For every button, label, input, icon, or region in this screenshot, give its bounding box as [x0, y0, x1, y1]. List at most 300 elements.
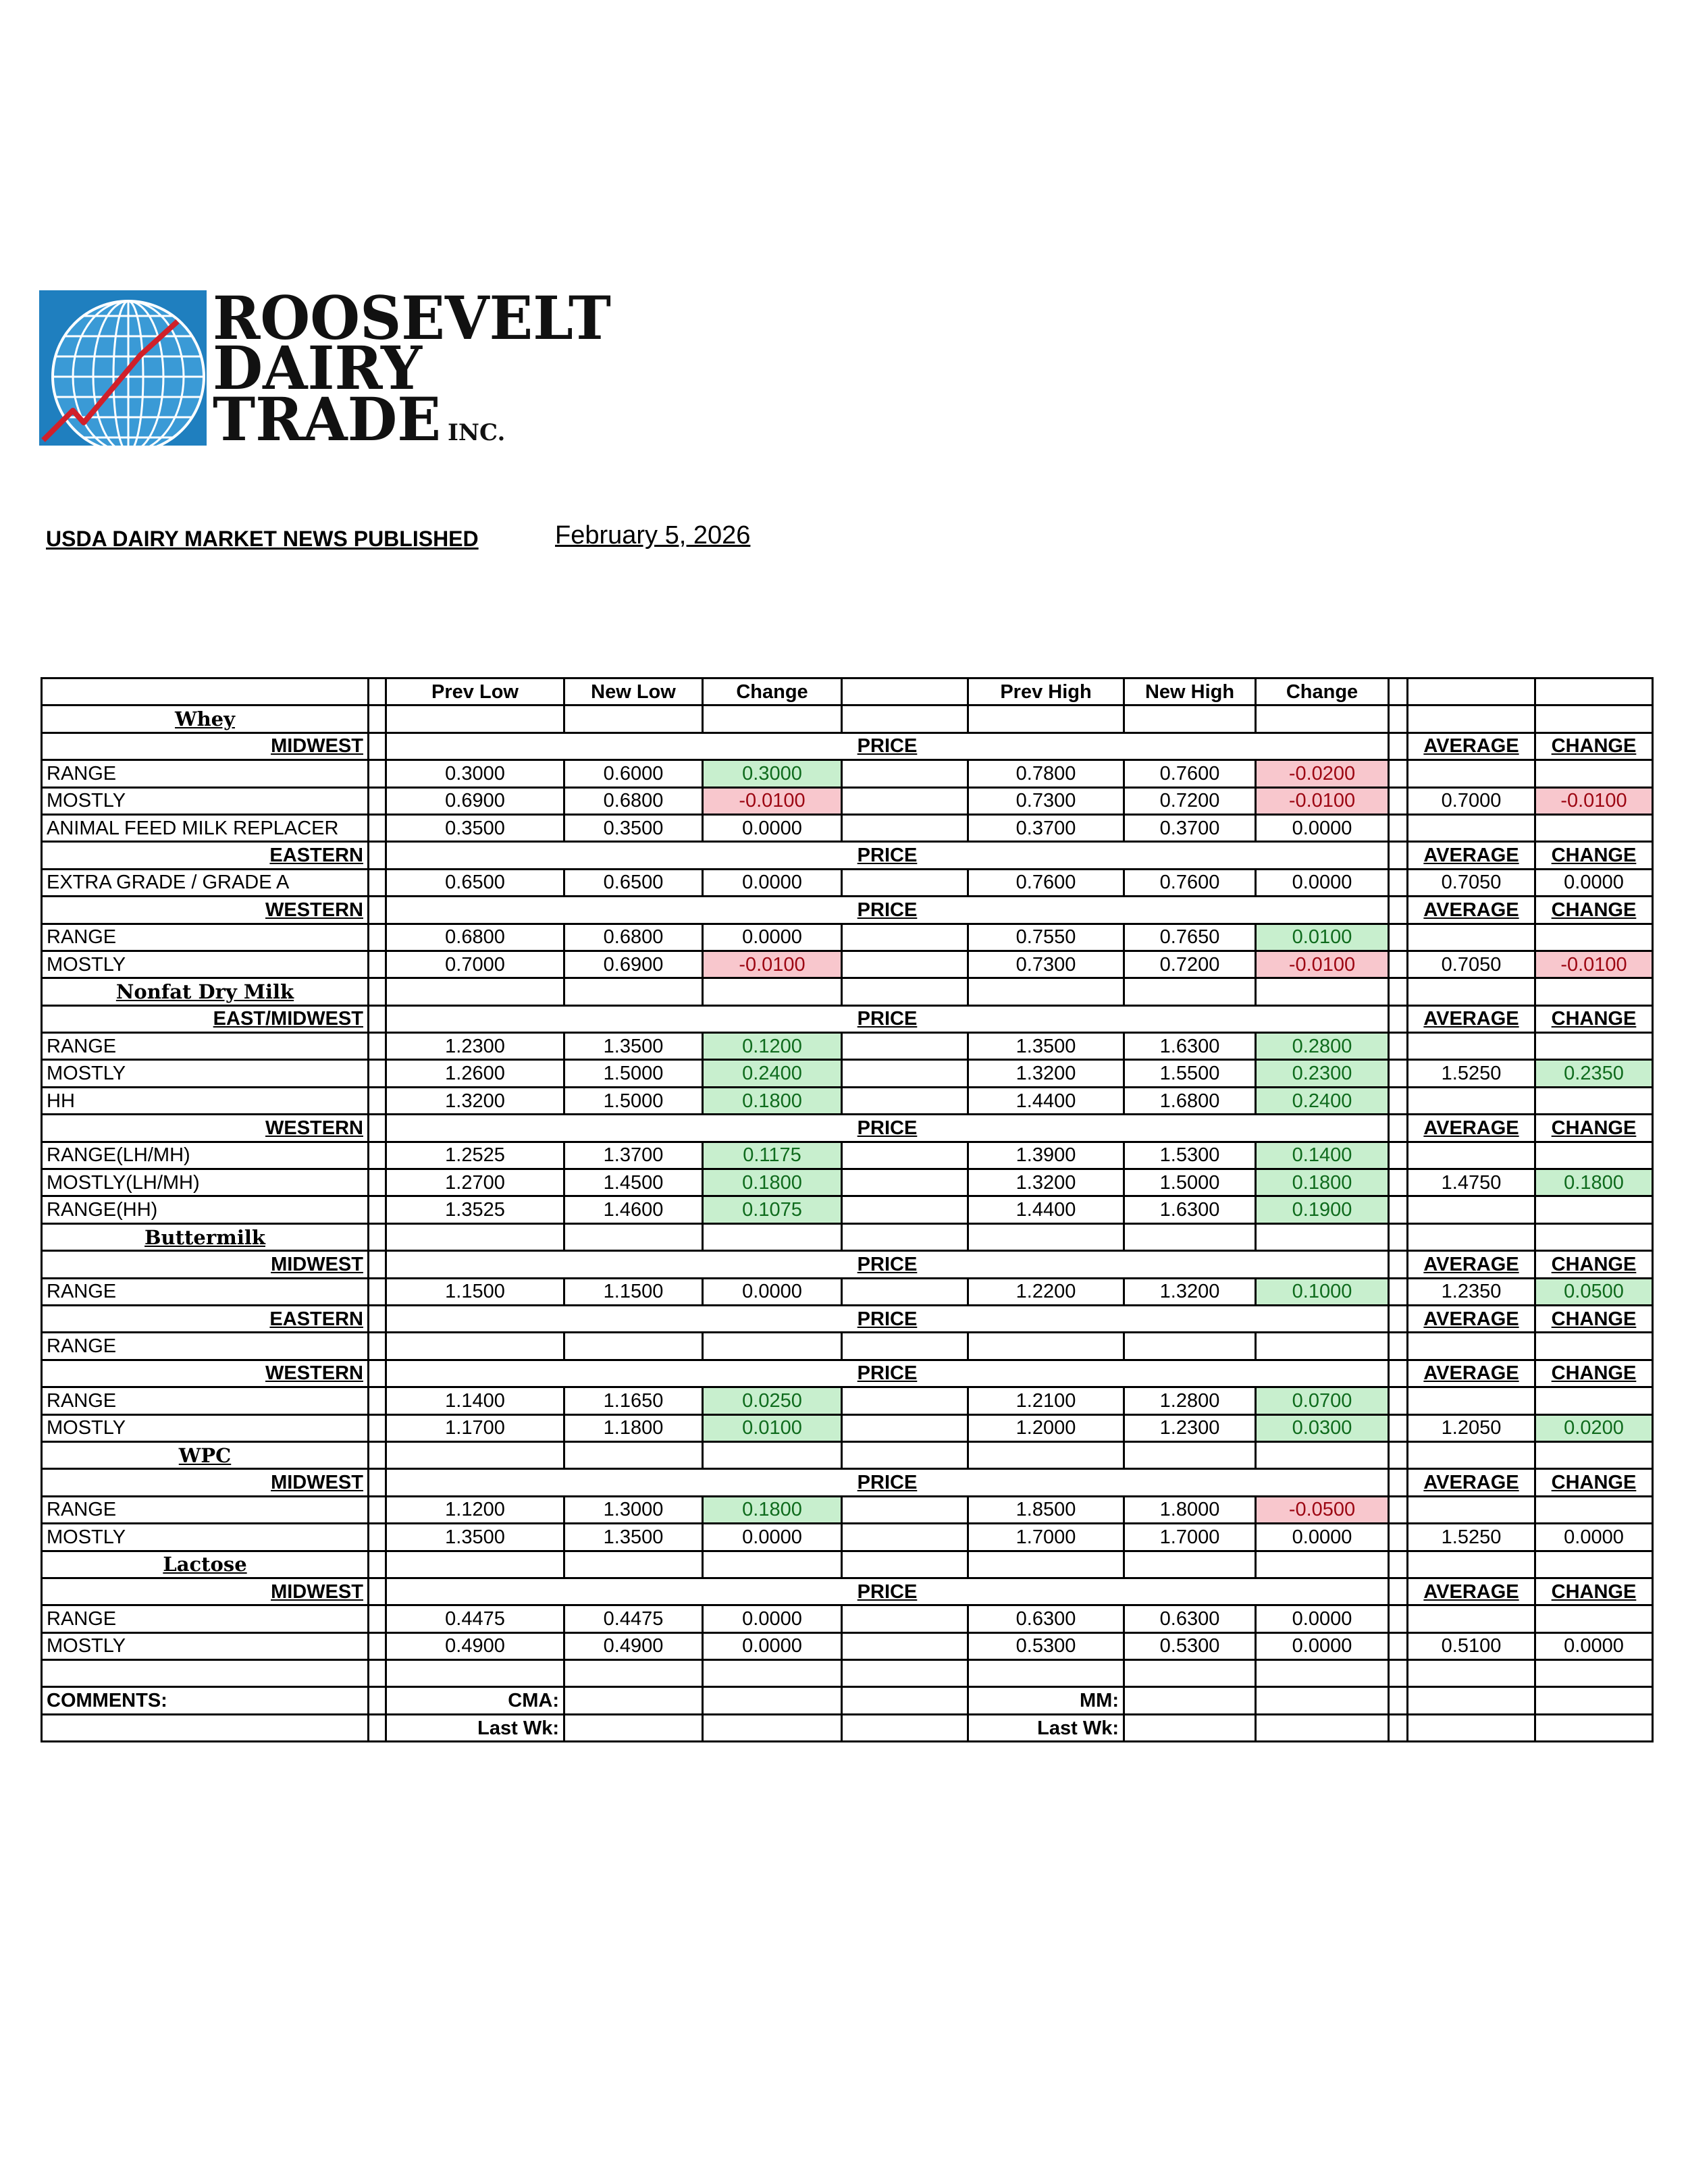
empty-cell — [842, 1087, 968, 1114]
average-value — [1408, 1333, 1535, 1360]
high-change-value: 0.0100 — [1256, 924, 1389, 951]
row-label: RANGE — [42, 1033, 369, 1060]
spacer-cell — [1389, 1524, 1408, 1551]
average-value: 1.5250 — [1408, 1524, 1535, 1551]
spacer-cell — [1389, 1632, 1408, 1659]
high-change-value: 0.0000 — [1256, 869, 1389, 896]
prev-high-value: 1.2200 — [968, 1278, 1124, 1305]
high-change-value: 0.1400 — [1256, 1142, 1389, 1169]
new-low-value: 0.6000 — [564, 760, 703, 787]
empty-cell — [1256, 705, 1389, 733]
new-high-value: 0.7200 — [1124, 787, 1256, 814]
row-label: ANIMAL FEED MILK REPLACER — [42, 814, 369, 841]
empty-cell — [1408, 1441, 1535, 1468]
empty-cell — [1124, 1223, 1256, 1250]
table-row — [42, 1087, 1653, 1114]
low-change-value: 0.0000 — [703, 1605, 842, 1632]
last-week-cma-value — [564, 1714, 703, 1741]
empty-cell — [564, 705, 703, 733]
row-label: RANGE — [42, 1387, 369, 1414]
new-low-value: 1.3000 — [564, 1496, 703, 1523]
prev-high-value: 1.3500 — [968, 1033, 1124, 1060]
low-change-value: 0.0000 — [703, 869, 842, 896]
spacer-cell — [369, 1524, 386, 1551]
header-new-low: New Low — [564, 678, 703, 705]
empty-cell — [42, 1660, 369, 1687]
prev-low-value: 1.2525 — [386, 1142, 564, 1169]
region-name: EASTERN — [42, 842, 369, 869]
average-header: AVERAGE — [1408, 1305, 1535, 1332]
prev-low-value: 1.2300 — [386, 1033, 564, 1060]
prev-low-value: 1.3525 — [386, 1196, 564, 1223]
empty-cell — [842, 814, 968, 841]
region-header-row — [42, 1305, 1653, 1332]
prev-low-value: 1.3500 — [386, 1524, 564, 1551]
row-label: MOSTLY — [42, 951, 369, 978]
new-low-value: 1.5000 — [564, 1087, 703, 1114]
table-row — [42, 1060, 1653, 1087]
high-change-value: -0.0100 — [1256, 951, 1389, 978]
cma-label: CMA: — [386, 1687, 564, 1714]
table-row — [42, 1278, 1653, 1305]
average-value: 0.5100 — [1408, 1632, 1535, 1659]
spacer-cell — [369, 1496, 386, 1523]
header-prev-high: Prev High — [968, 678, 1124, 705]
new-high-value: 1.5300 — [1124, 1142, 1256, 1169]
average-change-value: 0.0000 — [1535, 1524, 1653, 1551]
logo-line-1: ROOSEVELT — [213, 290, 611, 353]
spacer-cell — [369, 1278, 386, 1305]
prev-low-value: 1.1200 — [386, 1496, 564, 1523]
spacer-cell — [369, 842, 386, 869]
column-header-row — [42, 678, 1653, 705]
new-low-value: 1.3700 — [564, 1142, 703, 1169]
empty-cell — [1535, 1687, 1653, 1714]
empty-cell — [842, 1169, 968, 1196]
prev-low-value: 1.1500 — [386, 1278, 564, 1305]
spacer-cell — [1389, 1169, 1408, 1196]
empty-cell — [842, 1441, 968, 1468]
empty-cell — [1124, 705, 1256, 733]
spacer-cell — [1389, 1142, 1408, 1169]
average-value — [1408, 1142, 1535, 1169]
empty-cell — [1535, 1660, 1653, 1687]
spacer-cell — [1389, 869, 1408, 896]
empty-cell — [1408, 1687, 1535, 1714]
empty-cell — [1256, 1223, 1389, 1250]
price-header: PRICE — [386, 1469, 1389, 1496]
table-row — [42, 924, 1653, 951]
header-change — [1535, 678, 1653, 705]
empty-cell — [1124, 1441, 1256, 1468]
empty-cell — [703, 978, 842, 1005]
row-label: RANGE(LH/MH) — [42, 1142, 369, 1169]
product-name: Whey — [42, 705, 369, 733]
average-value: 1.4750 — [1408, 1169, 1535, 1196]
prev-high-value: 0.5300 — [968, 1632, 1124, 1659]
region-header-row — [42, 1469, 1653, 1496]
empty-cell — [369, 1551, 386, 1578]
product-header-row — [42, 1441, 1653, 1468]
prev-high-value: 0.7300 — [968, 951, 1124, 978]
header-prev-low: Prev Low — [386, 678, 564, 705]
product-header-row — [42, 978, 1653, 1005]
spacer-cell — [1389, 1005, 1408, 1032]
table-row — [42, 1142, 1653, 1169]
empty-cell — [703, 705, 842, 733]
low-change-value: 0.2400 — [703, 1060, 842, 1087]
report-heading — [46, 521, 856, 555]
prev-high-value: 0.7600 — [968, 869, 1124, 896]
empty-cell — [1256, 1687, 1389, 1714]
empty-cell — [1124, 1660, 1256, 1687]
empty-cell — [703, 1223, 842, 1250]
spacer-cell — [1389, 1196, 1408, 1223]
empty-cell — [842, 787, 968, 814]
low-change-value: 0.1075 — [703, 1196, 842, 1223]
spacer-cell — [1389, 1714, 1408, 1741]
prev-low-value: 0.4475 — [386, 1605, 564, 1632]
empty-cell — [1535, 1551, 1653, 1578]
new-low-value: 1.1500 — [564, 1278, 703, 1305]
average-change-value — [1535, 1387, 1653, 1414]
average-change-value — [1535, 1087, 1653, 1114]
prev-high-value: 1.4400 — [968, 1196, 1124, 1223]
average-value: 1.2350 — [1408, 1278, 1535, 1305]
prev-low-value: 0.3000 — [386, 760, 564, 787]
low-change-value — [703, 1333, 842, 1360]
average-change-value: 0.1800 — [1535, 1169, 1653, 1196]
product-name: Nonfat Dry Milk — [42, 978, 369, 1005]
average-change-value — [1535, 1196, 1653, 1223]
price-header: PRICE — [386, 1305, 1389, 1332]
low-change-value: 0.0000 — [703, 1632, 842, 1659]
price-header: PRICE — [386, 1360, 1389, 1387]
empty-cell — [1389, 1223, 1408, 1250]
header-average — [1408, 678, 1535, 705]
change-header: CHANGE — [1535, 1005, 1653, 1032]
table-row — [42, 1196, 1653, 1223]
row-label: RANGE — [42, 1278, 369, 1305]
product-header-row — [42, 705, 1653, 733]
empty-cell — [1389, 1660, 1408, 1687]
spacer-cell — [1389, 1305, 1408, 1332]
cma-value — [564, 1687, 703, 1714]
empty-cell — [842, 951, 968, 978]
empty-cell — [1256, 1441, 1389, 1468]
empty-cell — [1535, 1714, 1653, 1741]
low-change-value: 0.1800 — [703, 1087, 842, 1114]
average-change-value — [1535, 1333, 1653, 1360]
spacer-cell — [1389, 1087, 1408, 1114]
high-change-value: -0.0200 — [1256, 760, 1389, 787]
price-table-body — [42, 678, 1653, 1742]
average-value — [1408, 924, 1535, 951]
empty-cell — [1256, 1714, 1389, 1741]
region-header-row — [42, 1005, 1653, 1032]
empty-cell — [369, 1660, 386, 1687]
new-low-value: 0.3500 — [564, 814, 703, 841]
average-change-value — [1535, 1605, 1653, 1632]
region-name: MIDWEST — [42, 1578, 369, 1605]
region-name: EASTERN — [42, 1305, 369, 1332]
last-week-row — [42, 1714, 1653, 1741]
new-high-value: 0.7200 — [1124, 951, 1256, 978]
prev-high-value: 0.6300 — [968, 1605, 1124, 1632]
price-header: PRICE — [386, 1115, 1389, 1142]
prev-high-value: 0.7550 — [968, 924, 1124, 951]
average-change-value: 0.0200 — [1535, 1414, 1653, 1441]
blank-row — [42, 1660, 1653, 1687]
high-change-value: 0.1800 — [1256, 1169, 1389, 1196]
prev-high-value: 1.8500 — [968, 1496, 1124, 1523]
company-logo — [39, 290, 613, 446]
low-change-value: 0.0000 — [703, 814, 842, 841]
price-header: PRICE — [386, 1005, 1389, 1032]
prev-high-value: 0.3700 — [968, 814, 1124, 841]
average-value — [1408, 814, 1535, 841]
spacer-cell — [1389, 842, 1408, 869]
region-header-row — [42, 1578, 1653, 1605]
prev-high-value: 1.3900 — [968, 1142, 1124, 1169]
empty-cell — [703, 1441, 842, 1468]
empty-cell — [842, 924, 968, 951]
spacer-cell — [369, 1605, 386, 1632]
new-high-value — [1124, 1333, 1256, 1360]
new-high-value: 1.2300 — [1124, 1414, 1256, 1441]
prev-high-value: 1.4400 — [968, 1087, 1124, 1114]
table-row — [42, 1524, 1653, 1551]
empty-cell — [369, 705, 386, 733]
high-change-value: -0.0500 — [1256, 1496, 1389, 1523]
prev-low-value: 1.1700 — [386, 1414, 564, 1441]
table-row — [42, 1033, 1653, 1060]
low-change-value: 0.3000 — [703, 760, 842, 787]
prev-high-value: 1.3200 — [968, 1169, 1124, 1196]
row-label: RANGE — [42, 1333, 369, 1360]
new-high-value: 1.5500 — [1124, 1060, 1256, 1087]
table-row — [42, 760, 1653, 787]
region-header-row — [42, 1360, 1653, 1387]
empty-cell — [42, 1714, 369, 1741]
empty-cell — [968, 705, 1124, 733]
new-low-value: 0.6800 — [564, 924, 703, 951]
spacer-cell — [369, 951, 386, 978]
spacer-cell — [369, 1005, 386, 1032]
prev-high-value: 0.7300 — [968, 787, 1124, 814]
spacer-cell — [369, 1115, 386, 1142]
new-high-value: 0.7600 — [1124, 869, 1256, 896]
new-high-value: 1.6300 — [1124, 1196, 1256, 1223]
last-week-mm-value — [1124, 1714, 1256, 1741]
empty-cell — [842, 1632, 968, 1659]
spacer-cell — [369, 1387, 386, 1414]
row-label: RANGE(HH) — [42, 1196, 369, 1223]
row-label: MOSTLY — [42, 787, 369, 814]
spacer-cell — [1389, 733, 1408, 760]
empty-cell — [369, 978, 386, 1005]
new-low-value: 1.3500 — [564, 1033, 703, 1060]
spacer-cell — [1389, 787, 1408, 814]
empty-cell — [564, 1223, 703, 1250]
price-header: PRICE — [386, 1578, 1389, 1605]
table-row — [42, 1496, 1653, 1523]
spacer-cell — [1389, 1496, 1408, 1523]
change-header: CHANGE — [1535, 1251, 1653, 1278]
row-label: HH — [42, 1087, 369, 1114]
empty-cell — [842, 705, 968, 733]
spacer-cell — [369, 1305, 386, 1332]
change-header: CHANGE — [1535, 897, 1653, 924]
row-label: MOSTLY — [42, 1632, 369, 1659]
empty-cell — [842, 1687, 968, 1714]
prev-high-value: 1.7000 — [968, 1524, 1124, 1551]
mm-value — [1124, 1687, 1256, 1714]
comments-label: COMMENTS: — [42, 1687, 369, 1714]
high-change-value: 0.1000 — [1256, 1278, 1389, 1305]
empty-cell — [564, 978, 703, 1005]
spacer-cell — [1389, 1469, 1408, 1496]
high-change-value: 0.0000 — [1256, 814, 1389, 841]
prev-low-value — [386, 1333, 564, 1360]
price-header: PRICE — [386, 1251, 1389, 1278]
prev-low-value: 1.3200 — [386, 1087, 564, 1114]
prev-low-value: 0.6800 — [386, 924, 564, 951]
spacer-cell — [369, 1060, 386, 1087]
empty-cell — [1256, 1660, 1389, 1687]
new-low-value — [564, 1333, 703, 1360]
prev-low-value: 0.3500 — [386, 814, 564, 841]
change-header: CHANGE — [1535, 1305, 1653, 1332]
prev-high-value — [968, 1333, 1124, 1360]
new-low-value: 1.1650 — [564, 1387, 703, 1414]
average-change-value — [1535, 1496, 1653, 1523]
spacer-cell — [369, 1360, 386, 1387]
prev-high-value: 1.2100 — [968, 1387, 1124, 1414]
empty-cell — [842, 1496, 968, 1523]
high-change-value: 0.0000 — [1256, 1524, 1389, 1551]
header-blank — [42, 678, 369, 705]
empty-cell — [842, 1524, 968, 1551]
empty-cell — [386, 1441, 564, 1468]
empty-cell — [842, 1196, 968, 1223]
last-week-label: Last Wk: — [386, 1714, 564, 1741]
new-high-value: 1.5000 — [1124, 1169, 1256, 1196]
spacer-cell — [369, 733, 386, 760]
spacer-cell — [1389, 1033, 1408, 1060]
average-value — [1408, 760, 1535, 787]
spacer-cell — [369, 1169, 386, 1196]
average-value — [1408, 1087, 1535, 1114]
table-row — [42, 1414, 1653, 1441]
table-row — [42, 814, 1653, 841]
change-header: CHANGE — [1535, 1115, 1653, 1142]
price-header: PRICE — [386, 733, 1389, 760]
spacer-cell — [1389, 924, 1408, 951]
empty-cell — [968, 1441, 1124, 1468]
average-value: 0.7000 — [1408, 787, 1535, 814]
empty-cell — [842, 1605, 968, 1632]
low-change-value: 0.1200 — [703, 1033, 842, 1060]
empty-cell — [1256, 1551, 1389, 1578]
region-name: MIDWEST — [42, 1469, 369, 1496]
new-low-value: 1.5000 — [564, 1060, 703, 1087]
low-change-value: 0.1800 — [703, 1496, 842, 1523]
header-low-change: Change — [703, 678, 842, 705]
company-wordmark — [211, 290, 616, 446]
prev-low-value: 0.7000 — [386, 951, 564, 978]
low-change-value: 0.0000 — [703, 1524, 842, 1551]
product-name: Lactose — [42, 1551, 369, 1578]
prev-low-value: 1.1400 — [386, 1387, 564, 1414]
high-change-value: 0.0300 — [1256, 1414, 1389, 1441]
region-header-row — [42, 1115, 1653, 1142]
spacer-cell — [369, 1469, 386, 1496]
empty-cell — [1535, 705, 1653, 733]
report-date: February 5, 2026 — [555, 521, 751, 550]
empty-cell — [842, 1060, 968, 1087]
spacer-cell — [369, 897, 386, 924]
spacer-cell — [369, 1196, 386, 1223]
empty-cell — [386, 1551, 564, 1578]
empty-cell — [564, 1551, 703, 1578]
spacer-cell — [1389, 1414, 1408, 1441]
empty-cell — [842, 1033, 968, 1060]
average-header: AVERAGE — [1408, 1360, 1535, 1387]
low-change-value: 0.0100 — [703, 1414, 842, 1441]
change-header: CHANGE — [1535, 1469, 1653, 1496]
spacer-cell — [369, 1414, 386, 1441]
table-row — [42, 1333, 1653, 1360]
row-label: MOSTLY — [42, 1524, 369, 1551]
spacer-cell — [369, 1251, 386, 1278]
table-row — [42, 1169, 1653, 1196]
region-name: WESTERN — [42, 1360, 369, 1387]
empty-cell — [1389, 1441, 1408, 1468]
spacer-cell — [1389, 1060, 1408, 1087]
empty-cell — [842, 1223, 968, 1250]
low-change-value: 0.1175 — [703, 1142, 842, 1169]
new-high-value: 1.6300 — [1124, 1033, 1256, 1060]
report-title: USDA DAIRY MARKET NEWS PUBLISHED — [46, 527, 479, 551]
low-change-value: -0.0100 — [703, 951, 842, 978]
region-header-row — [42, 897, 1653, 924]
high-change-value: 0.2800 — [1256, 1033, 1389, 1060]
prev-high-value: 0.7800 — [968, 760, 1124, 787]
empty-cell — [386, 1660, 564, 1687]
empty-cell — [1389, 978, 1408, 1005]
table-row — [42, 1632, 1653, 1659]
new-high-value: 1.6800 — [1124, 1087, 1256, 1114]
spacer-cell — [1389, 1687, 1408, 1714]
new-low-value: 1.4600 — [564, 1196, 703, 1223]
spacer-cell — [1389, 1578, 1408, 1605]
average-change-value: 0.0000 — [1535, 869, 1653, 896]
spacer-cell — [369, 924, 386, 951]
empty-cell — [1535, 978, 1653, 1005]
logo-line-3: TRADE — [213, 384, 441, 446]
prev-low-value: 0.6500 — [386, 869, 564, 896]
high-change-value: -0.0100 — [1256, 787, 1389, 814]
average-change-value — [1535, 760, 1653, 787]
new-high-value: 1.2800 — [1124, 1387, 1256, 1414]
change-header: CHANGE — [1535, 1578, 1653, 1605]
table-row — [42, 1387, 1653, 1414]
empty-cell — [1408, 978, 1535, 1005]
spacer-cell — [1389, 951, 1408, 978]
empty-cell — [1408, 1660, 1535, 1687]
empty-cell — [1389, 1551, 1408, 1578]
